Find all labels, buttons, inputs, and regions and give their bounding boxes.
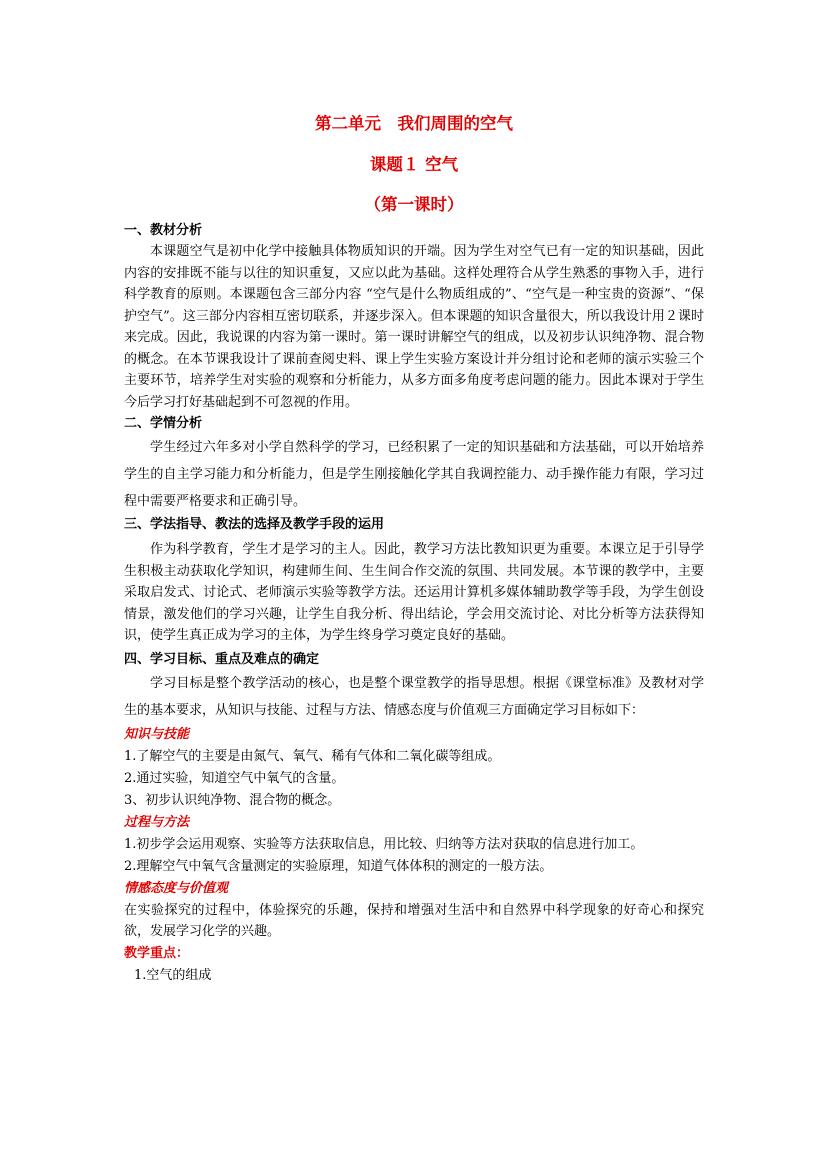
paragraph-textbook-analysis: 本课题空气是初中化学中接触具体物质知识的开端。因为学生对空气已有一定的知识基础，因此内容的安排既不能与以往的知识重复，又应以此为基础。这样处理符合从学生熟悉的事物入手，进行科学教育的原则。本课题包含三部分内容 “空气是什么物质组成的”、“空气是一种宝贵的资源”、“保护空气”。这三部分内容相互密切联系，并逐步深入。但本课题的知识含量很大，所以我设计用２课时来完成。因此，我说课的内容为第一课时。第一课时讲解空气的组成，以及初步认识纯净物、混合物的概念。在本节课我设计了课前查阅史料、课上学生实验方案设计并分组讨论和老师的演示实验三个主要环节，培养学生对实验的观察和分析能力，从多方面多角度考虑问题的能力。因此本课对于学生今后学习打好基础起到不可忽视的作用。 (124, 244, 704, 410)
paragraph-method-guidance: 作为科学教育，学生才是学习的主人。因此，教学习方法比教知识更为重要。本课立足于引导学生积极主动获取化学知识，构建师生间、生生间合作交流的氛围、共同发展。本节课的教学中，主要采取启发式、讨论式、老师演示实验等教学方法。还运用计算机多媒体辅助教学等手段，为学生创设情景，激发他们的学习兴趣，让学生自我分析、得出结论，学会用交流讨论、对比分析等方法获得知识，使学生真正成为学习的主体，为学生终身学习奠定良好的基础。 (124, 542, 704, 643)
list-item: 1.初步学会运用观察、实验等方法获取信息，用比较、归纳等方法对获取的信息进行加工。 (124, 836, 644, 852)
section-heading-learner-analysis: 二、学情分析 (124, 416, 203, 431)
section-heading-method-guidance: 三、学法指导、教法的选择及教学手段的运用 (124, 517, 385, 532)
list-item: 2.理解空气中氧气含量测定的实验原理，知道气体体积的测定的一般方法。 (124, 858, 553, 874)
period-title: （第一课时） (364, 195, 464, 214)
section-heading-learning-goals: 四、学习目标、重点及难点的确定 (124, 651, 320, 667)
list-item: 2.通过实验，知道空气中氧气的含量。 (124, 770, 345, 786)
section-heading-textbook-analysis: 一、教材分析 (124, 223, 203, 238)
document-page (124, 112, 704, 987)
list-item: 1.空气的组成 (134, 967, 212, 983)
list-item: 3、初步认识纯净物、混合物的概念。 (124, 792, 341, 808)
paragraph-attitude-values: 在实验探究的过程中，体验探究的乐趣，保持和增强对生活中和自然界中科学现象的好奇心和探究欲，发展学习化学的兴趣。 (124, 902, 704, 939)
paragraph-learning-goals: 学习目标是整个教学活动的核心，也是整个课堂教学的指导思想。根据《课堂标准》及教材对学生的基本要求，从知识与技能、过程与方法、情感态度与价值观三方面确定学习目标如下： (124, 675, 704, 718)
label-attitude-values: 情感态度与价值观 (124, 880, 229, 896)
label-process-methods: 过程与方法 (124, 814, 190, 830)
unit-title: 第二单元 我们周围的空气 (315, 114, 513, 133)
list-item: 1.了解空气的主要是由氮气、氧气、稀有气体和二氧化碳等组成。 (124, 748, 501, 764)
lesson-title: 课题１ 空气 (369, 155, 459, 174)
label-knowledge-skills: 知识与技能 (124, 726, 190, 742)
label-key-points: 教学重点： (124, 945, 190, 961)
paragraph-learner-analysis: 学生经过六年多对小学自然科学的学习，已经积累了一定的知识基础和方法基础，可以开始培养学生的自主学习能力和分析能力，但是学生刚接触化学其自我调控能力、动手操作能力有限，学习过程中需要严格要求和正确引导。 (124, 440, 704, 509)
